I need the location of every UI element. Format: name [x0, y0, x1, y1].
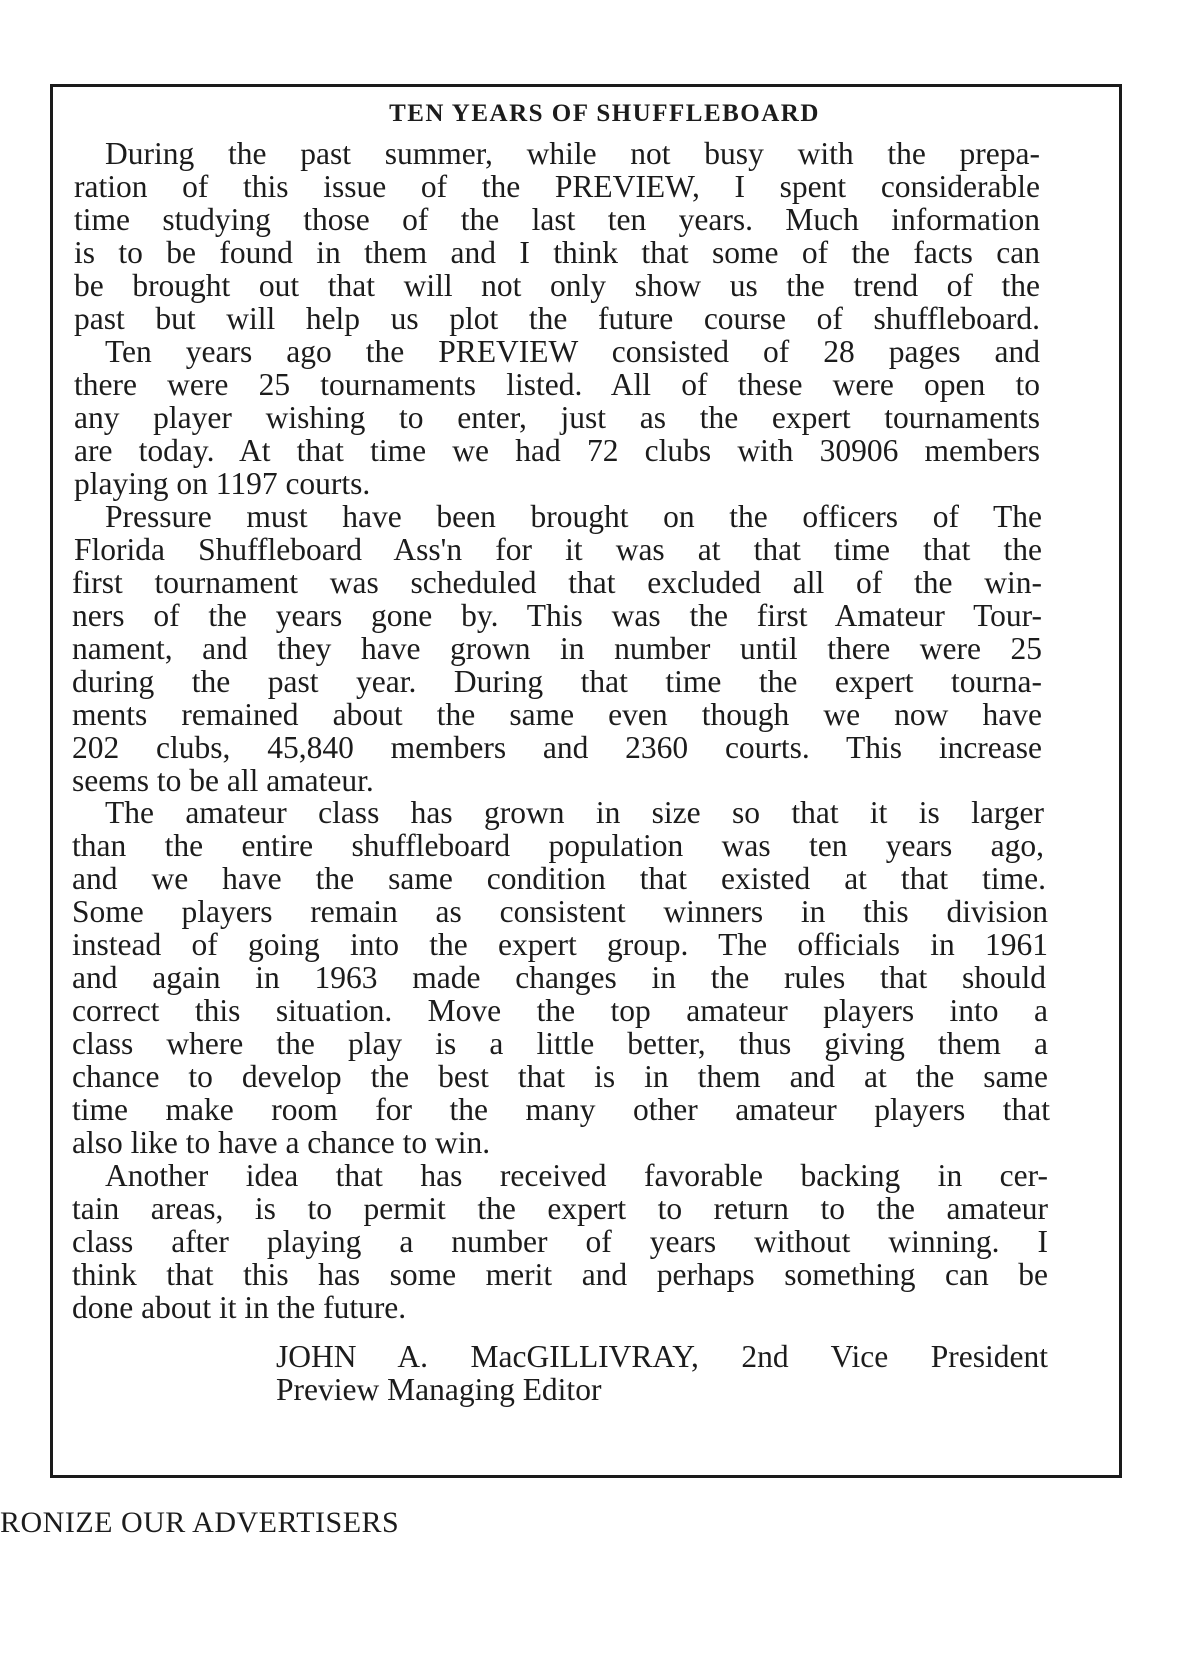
- article-line: Florida Shuffleboard Ass'n for it was at that time that the: [74, 532, 1042, 567]
- article-line: nament, and they have grown in number until there were 25: [72, 631, 1042, 666]
- article-line: past but will help us plot the future course of shuffleboard.: [74, 301, 1040, 336]
- article-line: correct this situation. Move the top amateur players into a: [72, 993, 1048, 1028]
- article-line: playing on 1197 courts.: [74, 466, 371, 501]
- signature-name: JOHN A. MacGILLIVRAY, 2nd Vice President: [276, 1339, 1048, 1374]
- article-line: during the past year. During that time the expert tourna-: [72, 664, 1042, 699]
- article-line: than the entire shuffleboard population was ten years ago,: [72, 828, 1044, 863]
- article-line: be brought out that will not only show us the trend of the: [74, 268, 1040, 303]
- article-line: also like to have a chance to win.: [72, 1125, 491, 1160]
- article-line: During the past summer, while not busy with the prepa-: [105, 136, 1040, 171]
- article-line: 202 clubs, 45,840 members and 2360 courts. This increase: [72, 730, 1042, 765]
- article-line: Ten years ago the PREVIEW consisted of 28 pages and: [105, 334, 1040, 369]
- article-line: think that this has some merit and perhaps something can be: [72, 1257, 1048, 1292]
- article-line: seems to be all amateur.: [72, 763, 374, 798]
- article-line: first tournament was scheduled that excluded all of the win-: [72, 565, 1042, 600]
- signature-title: Preview Managing Editor: [276, 1372, 602, 1407]
- article-line: chance to develop the best that is in them and at the same: [72, 1059, 1048, 1094]
- article-line: and again in 1963 made changes in the rules that should: [72, 960, 1046, 995]
- article-line: ments remained about the same even though we now have: [72, 697, 1042, 732]
- article-line: time studying those of the last ten years. Much information: [74, 202, 1040, 237]
- article-line: instead of going into the expert group. The officials in 1961: [72, 927, 1048, 962]
- article-line: there were 25 tournaments listed. All of these were open to: [74, 367, 1040, 402]
- article-line: class where the play is a little better, thus giving them a: [72, 1026, 1048, 1061]
- article-line: class after playing a number of years without winning. I: [72, 1224, 1048, 1259]
- article-line: ration of this issue of the PREVIEW, I spent considerable: [74, 169, 1040, 204]
- article-line: are today. At that time we had 72 clubs with 30906 members: [74, 433, 1040, 468]
- article-line: Another idea that has received favorable backing in cer-: [105, 1158, 1048, 1193]
- article-line: any player wishing to enter, just as the expert tournaments: [74, 400, 1040, 435]
- article-line: tain areas, is to permit the expert to return to the amateur: [72, 1191, 1048, 1226]
- footer-text: RONIZE OUR ADVERTISERS: [0, 1506, 400, 1539]
- article-line: The amateur class has grown in size so that it is larger: [105, 795, 1044, 830]
- article-line: Some players remain as consistent winners in this division: [72, 894, 1048, 929]
- article-line: Pressure must have been brought on the officers of The: [105, 499, 1042, 534]
- article-line: done about it in the future.: [72, 1290, 407, 1325]
- article-line: is to be found in them and I think that some of the facts can: [74, 235, 1040, 270]
- article-line: and we have the same condition that existed at that time.: [72, 861, 1046, 896]
- article-line: time make room for the many other amateur players that: [72, 1092, 1050, 1127]
- article-line: ners of the years gone by. This was the first Amateur Tour-: [72, 598, 1042, 633]
- article-title: TEN YEARS OF SHUFFLEBOARD: [389, 100, 820, 127]
